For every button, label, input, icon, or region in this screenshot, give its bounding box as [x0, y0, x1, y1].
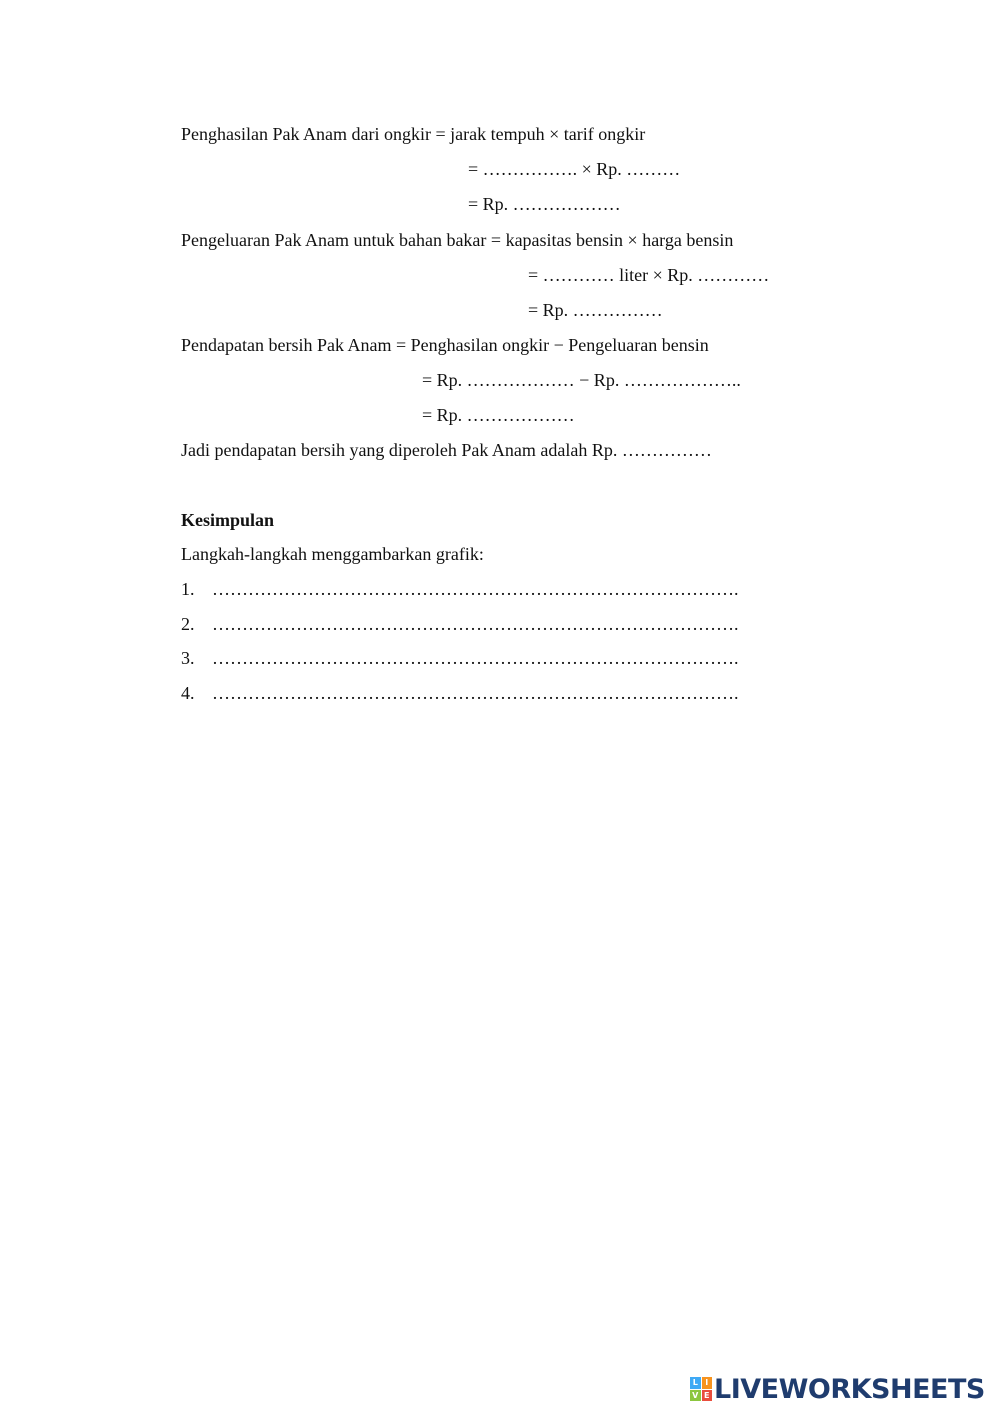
income-substitution-line: = ……………. × Rp. ………: [468, 159, 681, 179]
liveworksheets-wordmark: LIVEWORKSHEETS: [714, 1373, 985, 1405]
logo-letter-v: V: [690, 1390, 701, 1402]
list-item-number: 2.: [181, 614, 195, 634]
logo-letter-e: E: [702, 1390, 713, 1402]
net-result-line: = Rp. ………………: [422, 405, 575, 425]
list-item: [181, 613, 739, 635]
answer-blank: …………………………………………………………………………….: [212, 614, 739, 634]
logo-letter-l: L: [690, 1377, 701, 1389]
income-formula-line: Penghasilan Pak Anam dari ongkir = jarak tempuh × tarif ongkir: [181, 124, 646, 144]
income-result-line: = Rp. ………………: [468, 194, 621, 214]
answer-blank: …………………………………………………………………………….: [212, 683, 739, 703]
expense-substitution-line: = ………… liter × Rp. …………: [528, 265, 770, 285]
liveworksheets-logo: [690, 1374, 985, 1404]
net-conclusion-line: Jadi pendapatan bersih yang diperoleh Pak Anam adalah Rp. ……………: [181, 440, 712, 460]
list-item-number: 1.: [181, 579, 195, 599]
answer-blank: …………………………………………………………………………….: [212, 579, 739, 599]
answer-blank: …………………………………………………………………………….: [212, 648, 739, 668]
list-item: [181, 682, 739, 704]
expense-result-line: = Rp. ……………: [528, 300, 663, 320]
list-item: [181, 647, 739, 669]
liveworksheets-logo-icon: [690, 1377, 712, 1401]
list-item: [181, 578, 739, 600]
expense-formula-line: Pengeluaran Pak Anam untuk bahan bakar = kapasitas bensin × harga bensin: [181, 230, 734, 250]
conclusion-heading: Kesimpulan: [181, 510, 275, 530]
logo-letter-i: I: [702, 1377, 713, 1389]
net-substitution-line: = Rp. ……………… − Rp. ………………..: [422, 370, 741, 390]
list-item-number: 3.: [181, 648, 195, 668]
list-item-number: 4.: [181, 683, 195, 703]
conclusion-intro: Langkah-langkah menggambarkan grafik:: [181, 544, 484, 564]
net-formula-line: Pendapatan bersih Pak Anam = Penghasilan ongkir − Pengeluaran bensin: [181, 335, 709, 355]
